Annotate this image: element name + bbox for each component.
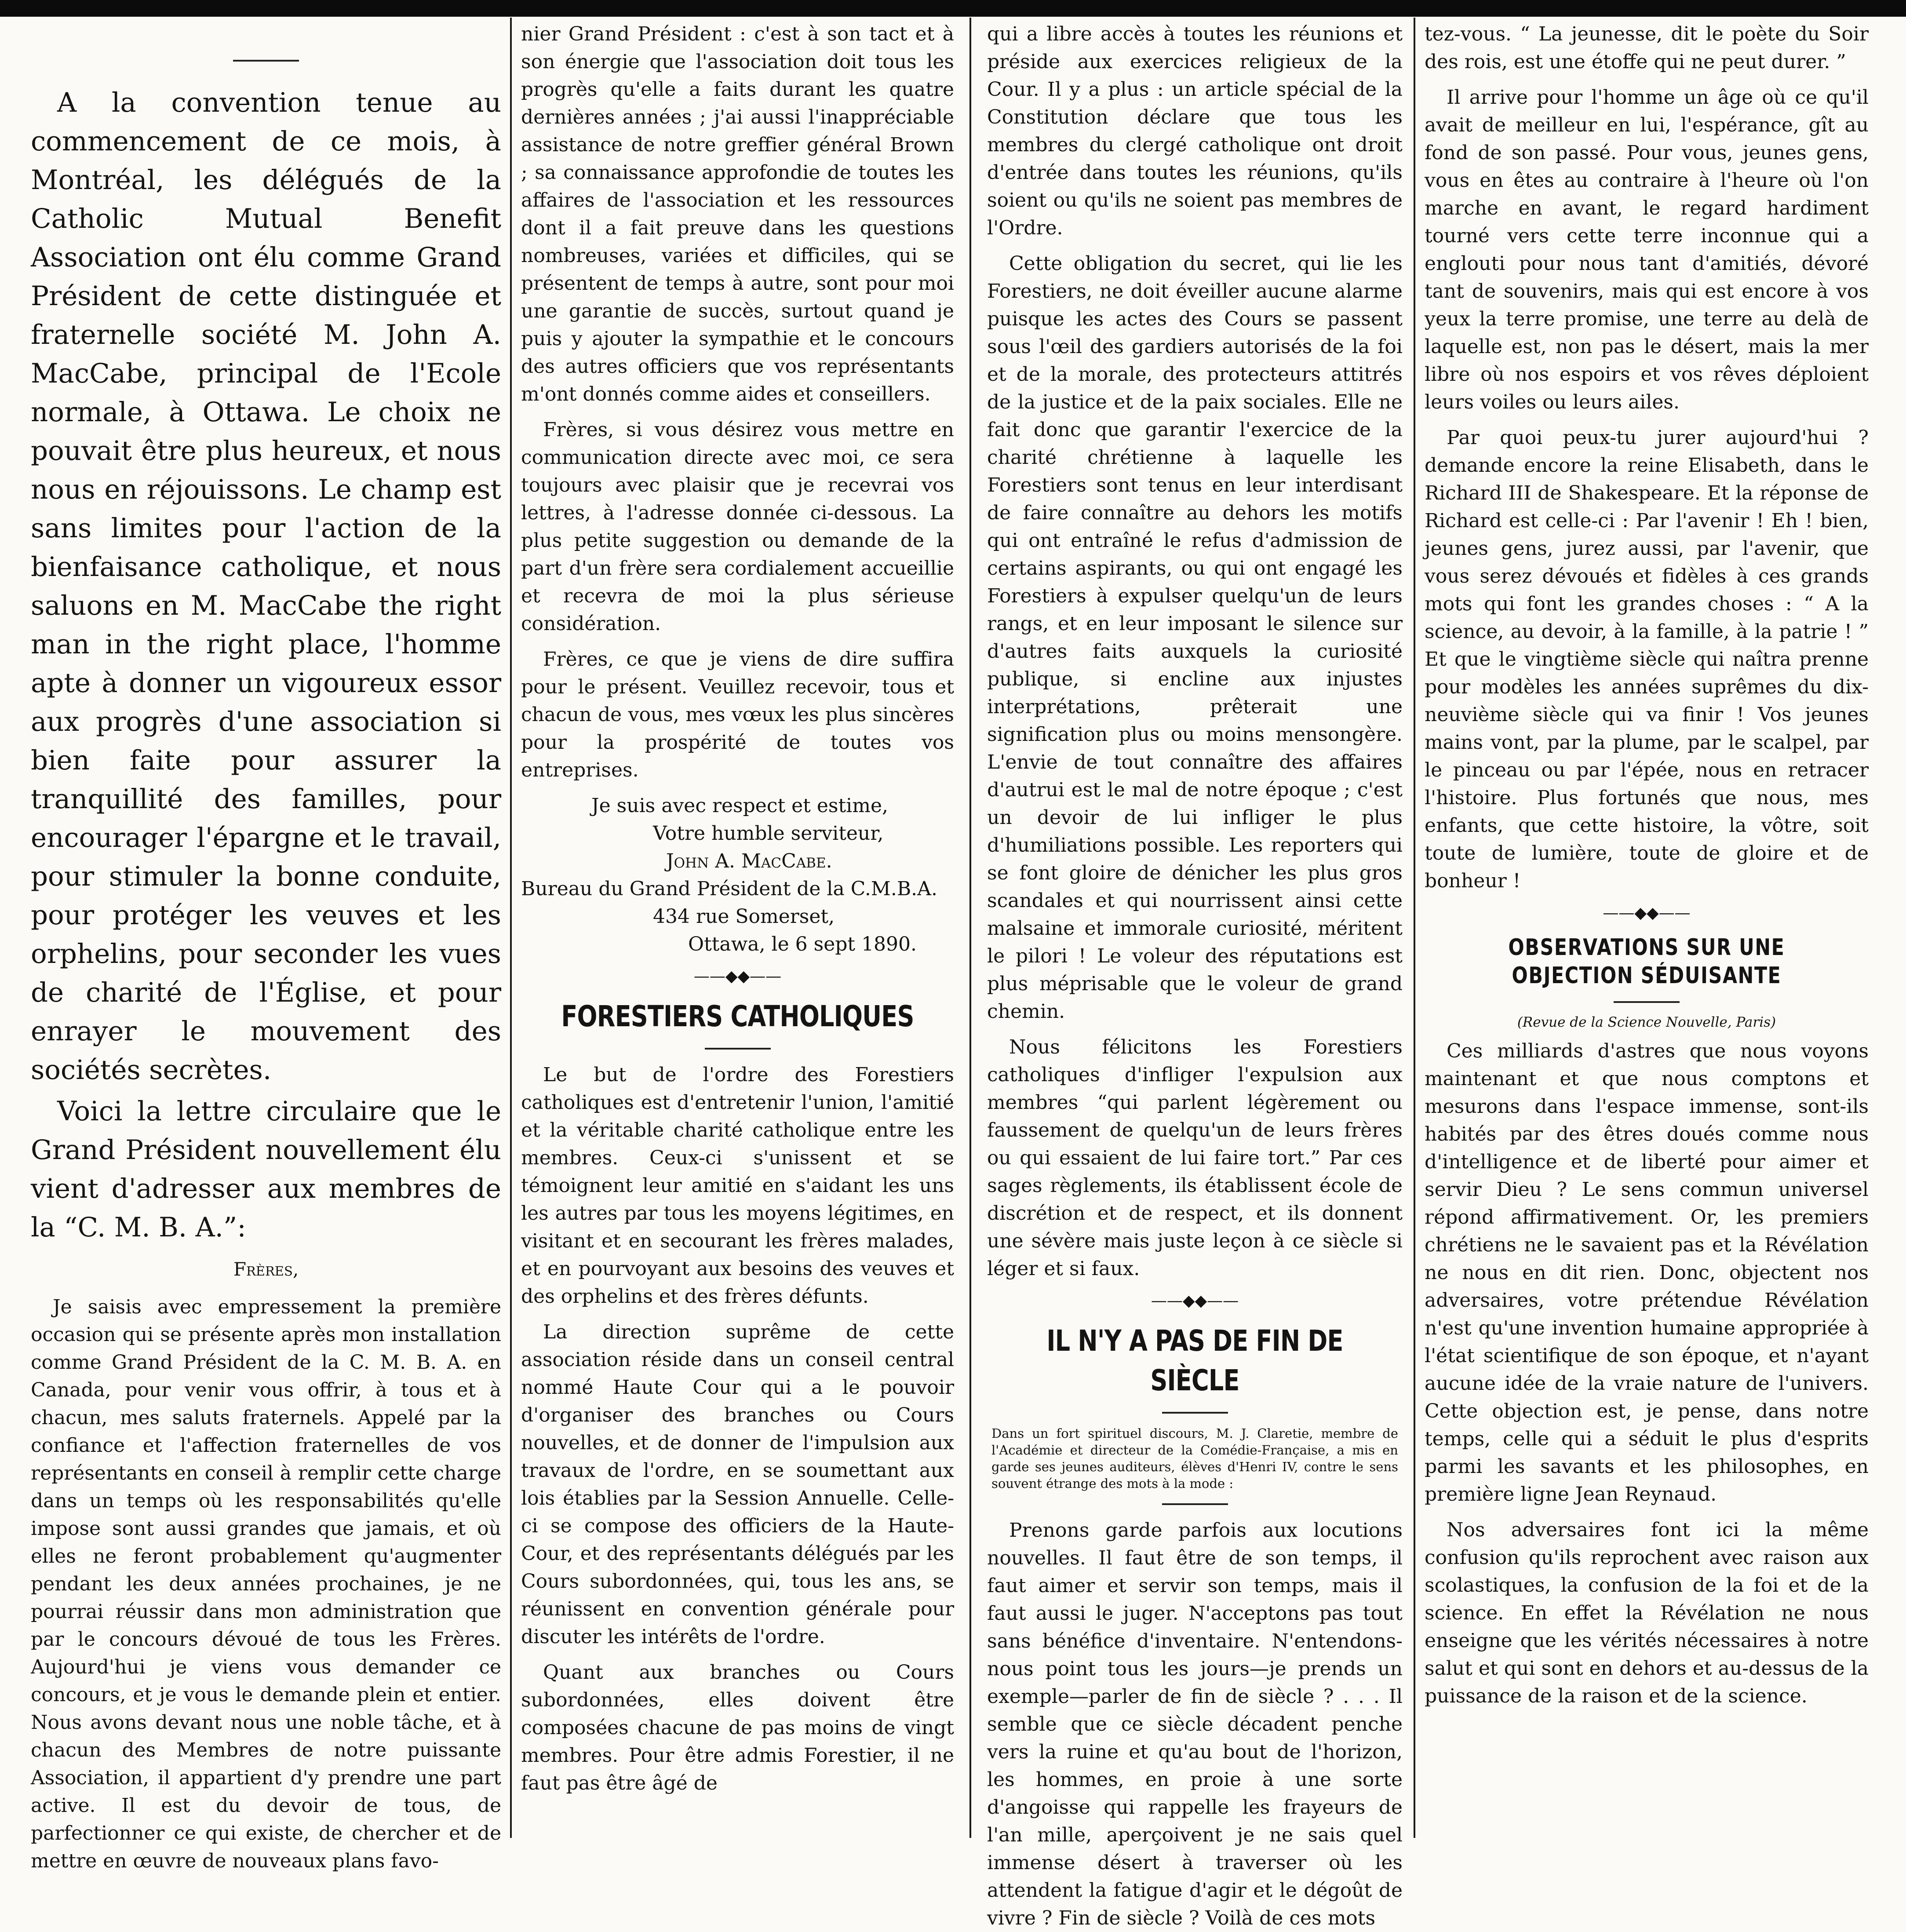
column-4 [1425, 20, 1869, 1832]
article-paragraph: Voici la lettre circulaire que le Grand Président nouvellement élu vient d'adresser aux membres de la “C. M. B. A.”: [31, 1096, 501, 1243]
ornament-divider: ——◆◆—— [693, 967, 782, 985]
article-paragraph: Il arrive pour l'homme un âge où ce qu'il avait de meilleur en lui, l'espérance, gît au fond de son passé. Pour vous, jeunes gens, vous en êtes au contraire à l'heure où l'on marche en avant, le regard hardiment tourné vers cette terre inconnue qui a englouti pour nous tant d'amitiés, dévoré tant de souvenirs, mais qui est encore à vos yeux la terre promise, une terre au delà de laquelle est, non pas le désert, mais la mer libre où nos espoirs et vos rêves déploient leurs voiles ou leurs ailes. [1425, 86, 1869, 413]
ornament-divider: ——◆◆—— [1603, 904, 1691, 922]
column-2 [521, 20, 954, 1832]
section-heading: OBSERVATIONS SUR UNE [1508, 934, 1785, 961]
section-heading: IL N'Y A PAS DE FIN DE SIÈCLE [1046, 1324, 1343, 1397]
column-rule [510, 18, 512, 1838]
section-rule [1162, 1412, 1228, 1414]
letter-paragraph: Frères, si vous désirez vous mettre en communication directe avec moi, ce sera toujours avec plaisir que je recevrai vos lettres, à l'adresse donnée ci-dessous. La plus petite suggestion ou demande de la part d'un frère sera cordialement accueillie et recevra de moi la plus sérieuse considération. [521, 419, 954, 635]
section-rule [1162, 1503, 1228, 1505]
article-paragraph: Ces milliards d'astres que nous voyons maintenant et que nous comptons et mesurons dans l'espace immense, sont-ils habités par des êtres doués comme nous d'intelligence et de liberté pour aimer et servir Dieu ? Le sens commun universel répond affirmativement. Or, les premiers chrétiens ne le savaient pas et la Révélation ne nous en dit rien. Donc, objectent nos adversaires, votre prétendue Révélation n'est qu'une invention humaine appropriée à l'état scientifique de son époque, et n'ayant aucune idée de la vraie nature de l'univers. Cette objection est, je pense, dans notre temps, celle qui a séduit le plus d'esprits parmi les savants et les philosophes, en première ligne Jean Reynaud. [1425, 1040, 1869, 1506]
article-paragraph: Nous félicitons les Forestiers catholiques d'infliger l'expulsion aux membres “qui parlent légèrement ou faussement de quelqu'un de leurs frères ou qui essaient de lui faire tort.” Par ces sages règlements, ils établissent école de discrétion et de respect, et ils donnent une sévère mais juste leçon à ce siècle si léger et si faux. [987, 1036, 1403, 1280]
letter-paragraph: Frères, ce que je viens de dire suffira pour le présent. Veuillez recevoir, tous et chacun de vous, mes vœux les plus sincères pour la prospérité de toutes vos entreprises. [521, 648, 954, 781]
article-paragraph: La direction suprême de cette association réside dans un conseil central nommé Haute Cour qui a le pouvoir d'organiser des branches ou Cours nouvelles, et de donner de l'impulsion aux travaux de l'ordre, en se soumettant aux lois établies par la Session Annuelle. Celle-ci se compose des officiers de la Haute-Cour, et des représentants délégués par les Cours subordonnées, qui, tous les ans, se réunissent en convention générale pour discuter les intérêts de l'ordre. [521, 1321, 954, 1648]
article-paragraph: Nos adversaires font ici la même confusion qu'ils reprochent avec raison aux scolastiques, la confusion de la foi et de la science. En effet la Révélation ne nous enseigne que les vérités nécessaires à notre salut et qui sont en dehors et au-dessus de la puissance de la raison et de la science. [1425, 1519, 1869, 1707]
section-rule [1614, 1001, 1680, 1003]
article-paragraph: Cette obligation du secret, qui lie les Forestiers, ne doit éveiller aucune alarme puisque les actes des Cours se passent sous l'œil des gardiers autorisés de la foi et de la morale, des protecteurs attitrés de la justice et de la paix sociales. Elle ne fait donc que garantir l'exercice de la charité chrétienne à laquelle les Forestiers sont tenus en leur interdisant de faire connaître au dehors les motifs qui ont entraîné le refus d'admission de certains aspirants, ou qui ont engagé les Forestiers à expulser quelqu'un de leurs rangs, et en leur imposant le silence sur d'autres faits auxquels la curiosité publique, si encline aux injustes interprétations, prêterait une signification plus ou moins mensongère. L'envie de tout connaître des affaires d'autrui est le mal de notre époque ; c'est un devoir de lui infliger le plus d'humiliations possible. Les reporters qui se font gloire de dénicher les plus gros scandales et qui nourrissent ainsi cette malsaine et immorale curiosité, méritent le pilori ! Le voleur des réputations est plus méprisable que le voleur de grand chemin. [987, 252, 1403, 1023]
column-rule [969, 18, 971, 1838]
letter-paragraph: Je saisis avec empressement la première occasion qui se présente après mon installation comme Grand Président de la C. M. B. A. en Canada, pour venir vous offrir, à tous et à chacun, mes saluts fraternels. Appelé par la confiance et l'affection fraternelles de vos représentants en conseil à remplir cette charge dans un temps où les responsabilités qu'elle impose sont aussi grandes que jamais, et où elles ne feront probablement qu'augmenter pendant les deux années prochaines, je ne pourrai réussir dans mon administration que par le concours dévoué de tous les Frères. Aujourd'hui je viens vous demander ce concours, et je vous le demande plein et entier. Nous avons devant nous une noble tâche, et à chacun des Membres de notre puissante Association, il appartient d'y prendre une part active. Il est du devoir de tous, de parfectionner ce qui existe, de chercher et de mettre en œuvre de nouveaux plans favo- [31, 1296, 501, 1872]
article-paragraph: Quant aux branches ou Cours subordonnées, elles doivent être composées chacune de pas moins de vingt membres. Pour être admis Forestier, il ne faut pas être âgé de [521, 1661, 954, 1794]
signature-line: Je suis avec respect et estime, [591, 795, 888, 817]
section-rule [233, 60, 299, 62]
column-1 [31, 20, 501, 1872]
article-paragraph: tez-vous. “ La jeunesse, dit le poète du Soir des rois, est une étoffe qui ne peut durer. ” [1425, 23, 1869, 73]
section-heading: FORESTIERS CATHOLIQUES [561, 999, 914, 1033]
letter-paragraph: nier Grand Président : c'est à son tact et à son énergie que l'association doit tous les progrès qu'elle a faits durant les quatre dernières années ; j'ai aussi l'inappréciable assistance de notre greffier général Brown ; sa connaissance approfondie de toutes les affaires de l'association et les ressources dont il a fait preuve dans les questions nombreuses, variées et difficiles, qui se présentent de temps à autre, sont pour moi une garantie de succès, surtout quand je puis y ajouter la sympathie et le concours des autres officiers que vos représentants m'ont donnés comme aides et conseillers. [521, 23, 954, 405]
signature-line: Bureau du Grand Président de la C.M.B.A. [521, 878, 937, 900]
signature-line: Votre humble serviteur, [653, 822, 884, 845]
signature-name: John A. MacCabe. [666, 850, 832, 872]
article-paragraph: Le but de l'ordre des Forestiers catholiques est d'entretenir l'union, l'amitié et la véritable charité catholique entre les membres. Ceux-ci s'unissent et se témoignent leur amitié en s'aidant les uns les autres par tous les moyens légitimes, en visitant et en secourant les frères malades, et en pourvoyant aux besoins des veuves et des orphelins et des frères défunts. [521, 1064, 954, 1308]
section-heading: OBJECTION SÉDUISANTE [1512, 962, 1782, 989]
article-paragraph: qui a libre accès à toutes les réunions et préside aux exercices religieux de la Cour. Il y a plus : un article spécial de la Constitution déclare que tous les membres du clergé catholique ont droit d'entrée dans toutes les réunions, qu'ils soient ou qu'ils ne soient pas membres de l'Ordre. [987, 23, 1403, 239]
section-rule [705, 1048, 771, 1050]
article-paragraph: Par quoi peux-tu jurer aujourd'hui ? demande encore la reine Elisabeth, dans le Richard III de Shakespeare. Et la réponse de Richard est celle-ci : Par l'avenir ! Eh ! bien, jeunes gens, jurez aussi, par l'avenir, que vous serez dévoués et fidèles à ces grands mots qui font les grandes choses : “ A la science, au devoir, à la famille, à la patrie ! ” Et que le vingtième siècle qui naîtra prenne pour modèles les années suprêmes du dix-neuvième siècle qui va finir ! Vos jeunes mains vont, par la plume, par le scalpel, par le pinceau ou par l'épée, nous en retracer l'histoire. Plus fortunés que nous, mes enfants, que cette histoire, la vôtre, soit toute de lumière, toute de gloire et de bonheur ! [1425, 426, 1869, 892]
article-paragraph: Prenons garde parfois aux locutions nouvelles. Il faut être de son temps, il faut aimer et servir son temps, mais il faut aussi le juger. N'acceptons pas tout sans bénéfice d'inventaire. N'entendons-nous point tous les jours—je prends un exemple—parler de fin de siècle ? . . . Il semble que ce siècle décadent penche vers la ruine et qu'au bout de l'horizon, les hommes, en proie à une sorte d'angoisse qui rappelle les frayeurs de l'an mille, aperçoivent je ne sais quel immense désert à traverser où les attendent la fatigue d'agir et le dégoût de vivre ? Fin de siècle ? Voilà de ces mots [987, 1519, 1403, 1929]
letter-salutation: Frères, [233, 1258, 299, 1280]
column-rule [1414, 18, 1415, 1838]
ornament-divider: ——◆◆—— [1151, 1292, 1239, 1310]
signature-date: Ottawa, le 6 sept 1890. [688, 933, 917, 955]
article-source: (Revue de la Science Nouvelle, Paris) [1517, 1014, 1776, 1030]
column-3 [987, 20, 1403, 1929]
article-intro: Dans un fort spirituel discours, M. J. Claretie, membre de l'Académie et directeur de la Comédie-Française, a mis en garde ses jeunes auditeurs, élèves d'Henri IV, contre le sens souvent étrange des mots à la mode : [991, 1426, 1398, 1491]
signature-line: 434 rue Somerset, [653, 905, 835, 928]
article-paragraph: A la convention tenue au commencement de ce mois, à Montréal, les délégués de la Catholic Mutual Benefit Association ont élu comme Grand Président de cette distinguée et fraternelle société M. John A. MacCabe, principal de l'Ecole normale, à Ottawa. Le choix ne pouvait être plus heureux, et nous nous en réjouissons. Le champ est sans limites pour l'action de la bienfaisance catholique, et nous saluons en M. MacCabe the right man in the right place, l'homme apte à donner un vigoureux essor aux progrès d'une association si bien faite pour assurer la tranquillité des familles, pour encourager l'épargne et le travail, pour stimuler la bonne conduite, pour protéger les veuves et les orphelins, pour seconder les vues de charité de l'Église, et pour enrayer le mouvement des sociétés secrètes. [31, 87, 501, 1086]
